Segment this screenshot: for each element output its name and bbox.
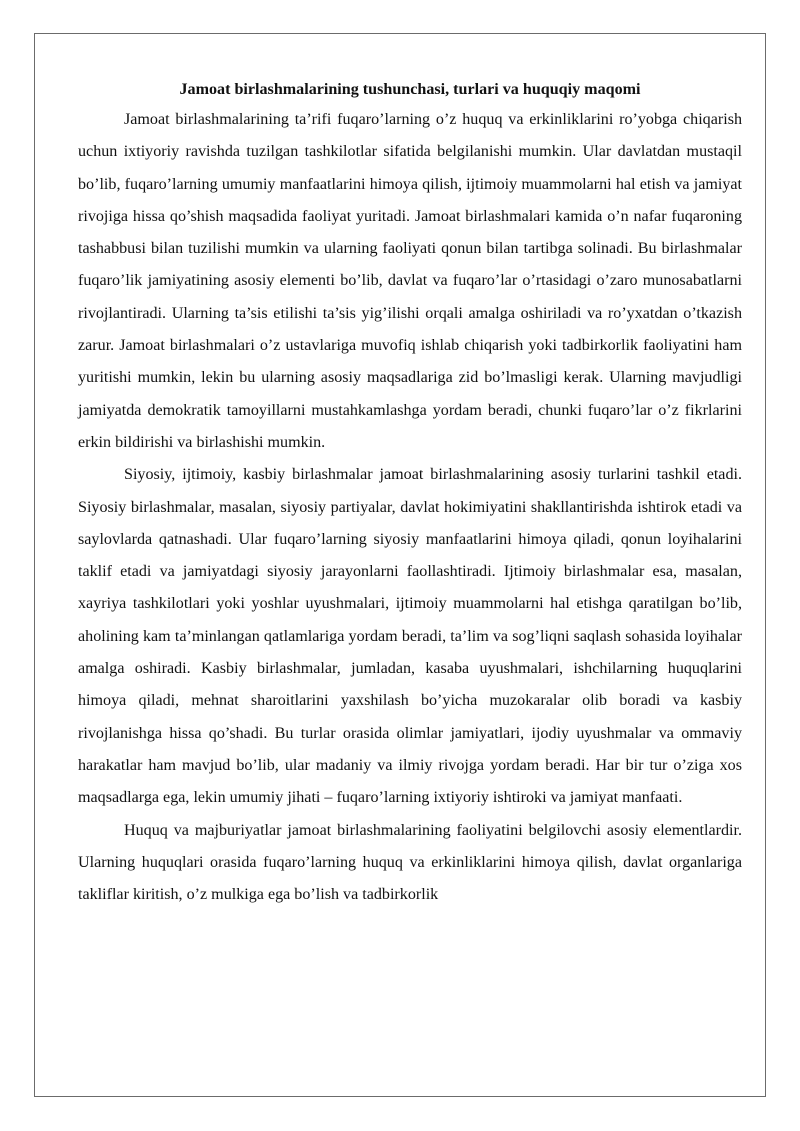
- document-title: Jamoat birlashmalarining tushunchasi, turlari va huquqiy maqomi: [179, 81, 641, 98]
- paragraph-definition: Jamoat birlashmalarining ta’rifi fuqaro’larning o’z huquq va erkinliklarini ro’yobga chiqarish uchun ixtiyoriy ravishda tuzilgan tashkilotlar sifatida belgilanishi mumkin. Ular davlatdan mustaqil bo’lib, fuqaro’larning umumiy manfaatlarini himoya qilish, ijtimoiy muammolarni hal etish va jamiyat rivojiga hissa qo’shish maqsadida faoliyat yuritadi. Jamoat birlashmalari kamida o’n nafar fuqaroning tashabbusi bilan tuzilishi mumkin va ularning faoliyati qonun bilan tartibga solinadi. Bu birlashmalar fuqaro’lik jamiyatining asosiy elementi bo’lib, davlat va fuqaro’lar o’rtasidagi o’zaro munosabatlarni rivojlantiradi. Ularning ta’sis etilishi ta’sis yig’ilishi orqali amalga oshiriladi va ro’yxatdan o’tkazish zarur. Jamoat birlashmalari o’z ustavlariga muvofiq ishlab chiqarish yoki tadbirkorlik faoliyatini ham yuritishi mumkin, lekin bu ularning asosiy maqsadlariga zid bo’lmasligi kerak. Ularning mavjudligi jamiyatda demokratik tamoyillarni mustahkamlashga yordam beradi, chunki fuqaro’lar o’z fikrlarini erkin bildirishi va birlashishi mumkin.: [78, 111, 742, 451]
- paragraph-types: Siyosiy, ijtimoiy, kasbiy birlashmalar jamoat birlashmalarining asosiy turlarini tashkil etadi. Siyosiy birlashmalar, masalan, siyosiy partiyalar, davlat hokimiyatini shakllantirishda ishtirok etadi va saylovlarda qatnashadi. Ular fuqaro’larning siyosiy manfaatlarini himoya qiladi, qonun loyihalarini taklif etadi va jamiyatdagi siyosiy jarayonlarni faollashtiradi. Ijtimoiy birlashmalar esa, masalan, xayriya tashkilotlari yoki yoshlar uyushmalari, ijtimoiy muammolarni hal etishga qaratilgan bo’lib, aholining kam ta’minlangan qatlamlariga yordam beradi, ta’lim va sog’liqni saqlash sohasida loyihalar amalga oshiradi. Kasbiy birlashmalar, jumladan, kasaba uyushmalari, ishchilarning huquqlarini himoya qiladi, mehnat sharoitlarini yaxshilash bo’yicha muzokaralar olib boradi va kasbiy rivojlanishga hissa qo’shadi. Bu turlar orasida olimlar jamiyatlari, ijodiy uyushmalar va ommaviy harakatlar ham mavjud bo’lib, ular madaniy va ilmiy rivojga yordam beradi. Har bir tur o’ziga xos maqsadlarga ega, lekin umumiy jihati – fuqaro’larning ixtiyoriy ishtiroki va jamiyat manfaati.: [78, 466, 742, 807]
- paragraph-rights: Huquq va majburiyatlar jamoat birlashmalarining faoliyatini belgilovchi asosiy elementlardir. Ularning huquqlari orasida fuqaro’larning huquq va erkinliklarini himoya qilish, davlat organlariga takliflar kiritish, o’z mulkiga ega bo’lish va tadbirkorlik: [78, 821, 742, 904]
- document-body: [78, 78, 742, 911]
